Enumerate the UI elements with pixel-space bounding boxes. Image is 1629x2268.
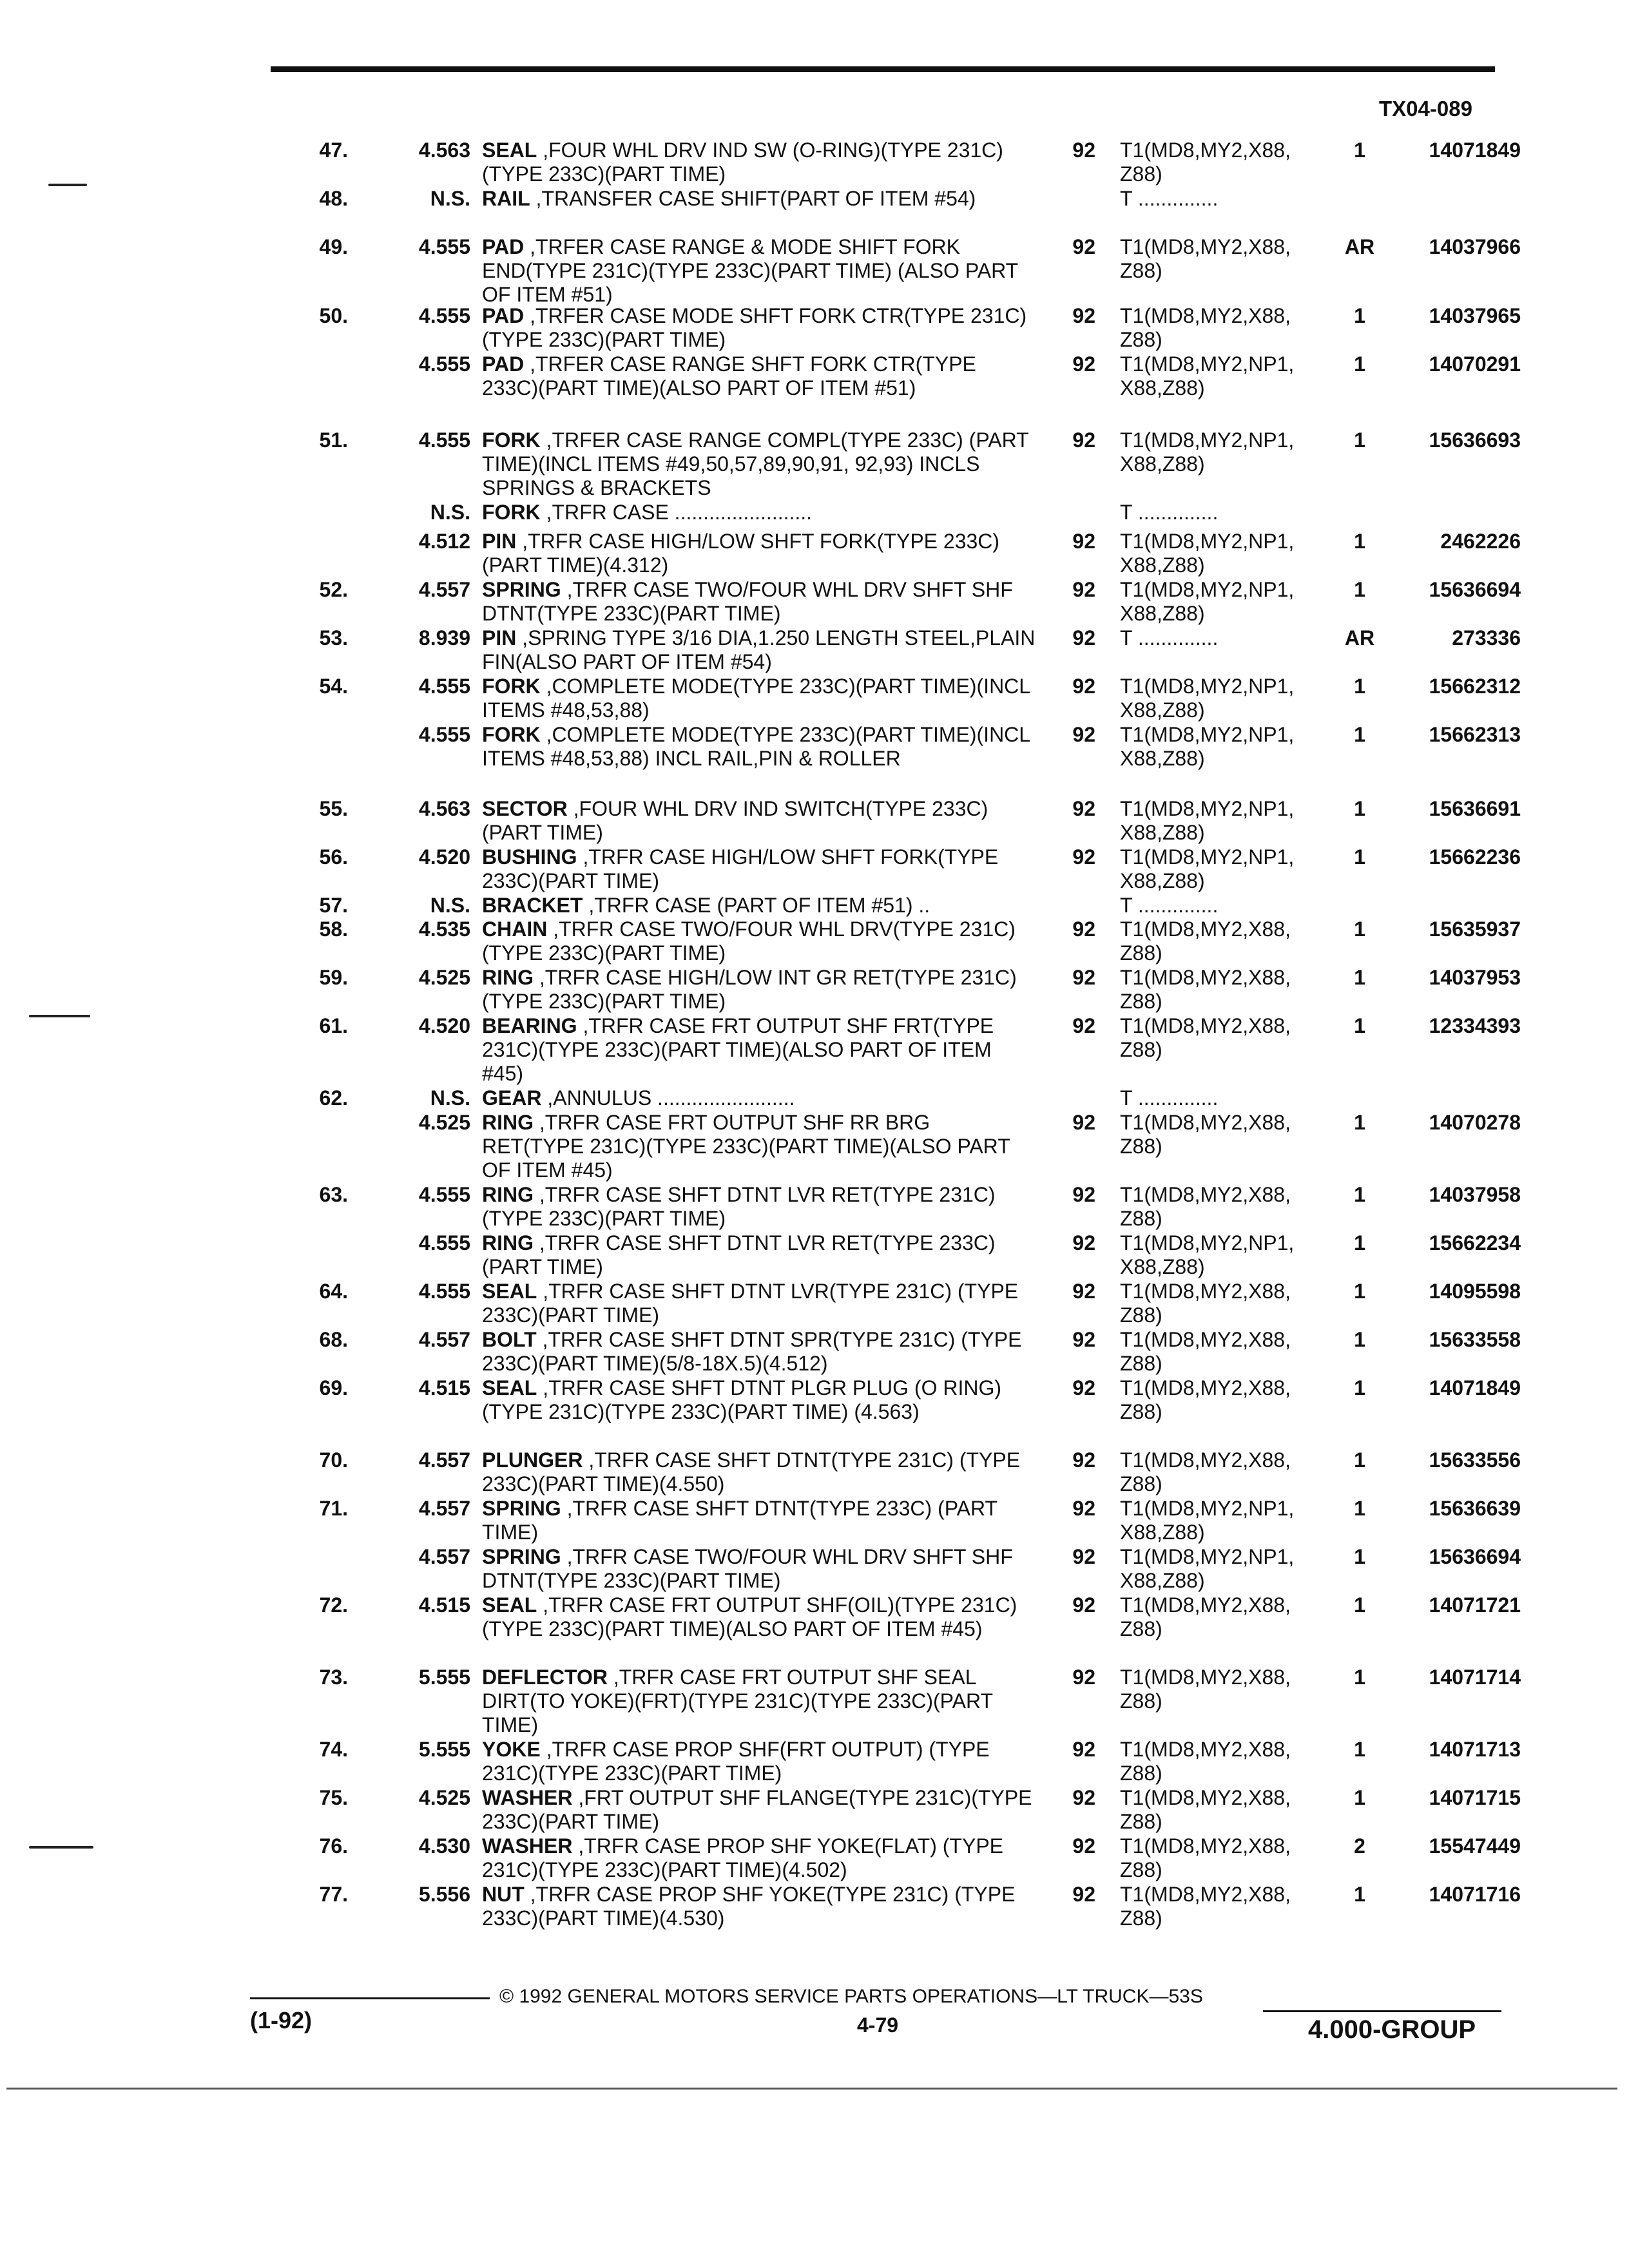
reference-number: 4.563 — [418, 797, 470, 820]
quantity: AR — [1344, 235, 1375, 258]
quantity: 1 — [1354, 304, 1365, 327]
part-description — [482, 1738, 1036, 1785]
quantity: 1 — [1354, 966, 1365, 989]
part-description — [482, 797, 1036, 845]
model-year: 92 — [1072, 1834, 1095, 1858]
part-description — [482, 352, 1036, 400]
part-description — [482, 1834, 1036, 1882]
page-code: TX04-089 — [1379, 97, 1472, 120]
reference-number: 4.525 — [418, 1111, 470, 1134]
part-number: 14070291 — [1429, 352, 1521, 376]
part-description — [482, 1183, 1036, 1231]
part-detail: ,TRFR CASE TWO/FOUR WHL DRV SHFT SHF DTNT(TYPE 233C)(PART TIME) — [482, 1545, 1013, 1592]
group-label: 4.000-GROUP — [1308, 2015, 1476, 2044]
model-year: 92 — [1072, 139, 1095, 162]
part-detail: ,TRFR CASE SHFT DTNT LVR(TYPE 231C) (TYPE 233C)(PART TIME) — [482, 1280, 1019, 1327]
quantity: 1 — [1354, 1328, 1365, 1351]
part-name: RING — [482, 1231, 534, 1254]
part-name: FORK — [482, 428, 541, 452]
item-number: 68. — [319, 1328, 348, 1351]
application-codes: T1(MD8,MY2,NP1, X88,Z88) — [1120, 675, 1295, 722]
quantity: 1 — [1354, 675, 1365, 698]
part-number: 15662312 — [1429, 675, 1521, 698]
quantity: 1 — [1354, 352, 1365, 376]
application-codes: T1(MD8,MY2,X88, Z88) — [1120, 918, 1291, 965]
part-number: 15633558 — [1429, 1328, 1521, 1351]
application-codes: T1(MD8,MY2,NP1, X88,Z88) — [1120, 797, 1295, 844]
part-description — [482, 723, 1036, 771]
application-codes: T1(MD8,MY2,X88, Z88) — [1120, 1738, 1291, 1785]
part-name: NUT — [482, 1883, 525, 1906]
punch-mark — [48, 184, 87, 186]
model-year: 92 — [1072, 1883, 1095, 1906]
part-detail: ,TRFR CASE FRT OUTPUT SHF SEAL DIRT(TO YOKE)(FRT)(TYPE 231C)(TYPE 233C)(PART TIME) — [482, 1666, 993, 1736]
quantity: 1 — [1354, 1666, 1365, 1689]
reference-number: N.S. — [430, 894, 470, 917]
reference-number: N.S. — [430, 1086, 470, 1110]
quantity: 1 — [1354, 797, 1365, 820]
part-number: 14071716 — [1429, 1883, 1521, 1906]
application-codes: T1(MD8,MY2,X88, Z88) — [1120, 1883, 1291, 1930]
part-detail: ,TRFR CASE PROP SHF YOKE(TYPE 231C) (TYPE 233C)(PART TIME)(4.530) — [482, 1883, 1016, 1930]
item-number: 62. — [319, 1086, 348, 1110]
part-name: GEAR — [482, 1086, 542, 1110]
part-detail: ,TRFR CASE SHFT DTNT(TYPE 233C) (PART TIME) — [482, 1497, 998, 1544]
application-codes: T1(MD8,MY2,X88, Z88) — [1120, 1376, 1291, 1423]
reference-number: 4.525 — [418, 1786, 470, 1809]
part-name: SPRING — [482, 1545, 561, 1568]
model-year: 92 — [1072, 626, 1095, 649]
part-detail: ,TRFER CASE RANGE & MODE SHIFT FORK END(TYPE 231C)(TYPE 233C)(PART TIME) (ALSO PART OF ITEM #51) — [482, 235, 1018, 306]
part-name: SEAL — [482, 1280, 537, 1303]
part-number: 15636694 — [1429, 1545, 1521, 1568]
application-codes: T1(MD8,MY2,NP1, X88,Z88) — [1120, 845, 1295, 892]
model-year: 92 — [1072, 723, 1095, 746]
quantity: 1 — [1354, 1183, 1365, 1206]
model-year: 92 — [1072, 530, 1095, 553]
punch-mark — [29, 1015, 90, 1017]
part-detail: ,TRFR CASE SHFT DTNT PLGR PLUG (O RING)(TYPE 231C)(TYPE 233C)(PART TIME) (4.563) — [482, 1376, 1001, 1423]
item-number: 77. — [319, 1883, 348, 1906]
part-description — [482, 1786, 1036, 1834]
part-number: 14037966 — [1429, 235, 1521, 258]
reference-number: 4.557 — [418, 1497, 470, 1520]
item-number: 56. — [319, 845, 348, 869]
item-number: 52. — [319, 578, 348, 601]
punch-mark — [29, 1846, 93, 1849]
application-codes: T1(MD8,MY2,X88, Z88) — [1120, 1328, 1291, 1375]
part-detail: ,TRFER CASE RANGE SHFT FORK CTR(TYPE 233C)(PART TIME)(ALSO PART OF ITEM #51) — [482, 352, 976, 399]
part-detail: ,TRFR CASE FRT OUTPUT SHF FRT(TYPE 231C)(TYPE 233C)(PART TIME)(ALSO PART OF ITEM #45) — [482, 1014, 994, 1085]
application-codes: T .............. — [1120, 1086, 1219, 1110]
item-number: 71. — [319, 1497, 348, 1520]
reference-number: 4.557 — [418, 1328, 470, 1351]
part-name: PIN — [482, 626, 517, 649]
reference-number: 8.939 — [418, 626, 470, 649]
part-name: WASHER — [482, 1834, 573, 1858]
part-detail: ,TRFR CASE SHFT DTNT LVR RET(TYPE 231C)(TYPE 233C)(PART TIME) — [482, 1183, 996, 1230]
quantity: 1 — [1354, 918, 1365, 941]
application-codes: T1(MD8,MY2,NP1, X88,Z88) — [1120, 1545, 1295, 1592]
part-description — [482, 501, 1036, 524]
part-number: 14070278 — [1429, 1111, 1521, 1134]
part-name: RING — [482, 1111, 534, 1134]
part-description — [482, 1545, 1036, 1593]
part-number: 15636691 — [1429, 797, 1521, 820]
part-description — [482, 1280, 1036, 1327]
model-year: 92 — [1072, 235, 1095, 258]
application-codes: T .............. — [1120, 187, 1219, 210]
quantity: 1 — [1354, 1448, 1365, 1472]
item-number: 76. — [319, 1834, 348, 1858]
model-year: 92 — [1072, 845, 1095, 869]
part-number: 2462226 — [1440, 530, 1521, 553]
part-description — [482, 845, 1036, 893]
part-detail: ,TRFR CASE PROP SHF(FRT OUTPUT) (TYPE 231C)(TYPE 233C)(PART TIME) — [482, 1738, 990, 1785]
application-codes: T1(MD8,MY2,NP1, X88,Z88) — [1120, 428, 1295, 476]
part-number: 14071714 — [1429, 1666, 1521, 1689]
reference-number: 5.555 — [418, 1738, 470, 1761]
model-year: 92 — [1072, 1280, 1095, 1303]
item-number: 64. — [319, 1280, 348, 1303]
part-number: 12334393 — [1429, 1014, 1521, 1037]
reference-number: 4.555 — [418, 1183, 470, 1206]
item-number: 48. — [319, 187, 348, 210]
part-detail: ,TRFR CASE TWO/FOUR WHL DRV SHFT SHF DTNT(TYPE 233C)(PART TIME) — [482, 578, 1013, 625]
part-detail: ,TRFR CASE ........................ — [540, 501, 813, 524]
reference-number: 4.555 — [418, 675, 470, 698]
part-number: 14037965 — [1429, 304, 1521, 327]
model-year: 92 — [1072, 304, 1095, 327]
part-name: SECTOR — [482, 797, 568, 820]
item-number: 57. — [319, 894, 348, 917]
part-description — [482, 1086, 1036, 1110]
part-detail: ,FOUR WHL DRV IND SW (O-RING)(TYPE 231C)(TYPE 233C)(PART TIME) — [482, 139, 1003, 186]
item-number: 58. — [319, 918, 348, 941]
item-number: 73. — [319, 1666, 348, 1689]
footer-rule-right — [1263, 2010, 1501, 2012]
item-number: 53. — [319, 626, 348, 649]
quantity: 1 — [1354, 1883, 1365, 1906]
reference-number: 4.555 — [418, 352, 470, 376]
model-year: 92 — [1072, 918, 1095, 941]
part-number: 273336 — [1452, 626, 1521, 649]
model-year: 92 — [1072, 1231, 1095, 1254]
reference-number: 5.556 — [418, 1883, 470, 1906]
part-description — [482, 1376, 1036, 1424]
part-description — [482, 1014, 1036, 1086]
model-year: 92 — [1072, 1111, 1095, 1134]
application-codes: T .............. — [1120, 626, 1219, 649]
model-year: 92 — [1072, 1738, 1095, 1761]
part-detail: ,TRFR CASE FRT OUTPUT SHF RR BRG RET(TYPE 231C)(TYPE 233C)(PART TIME)(ALSO PART OF ITEM #45) — [482, 1111, 1010, 1182]
model-year: 92 — [1072, 675, 1095, 698]
reference-number: 4.515 — [418, 1376, 470, 1399]
part-detail: ,ANNULUS ........................ — [541, 1086, 795, 1110]
model-year: 92 — [1072, 578, 1095, 601]
quantity: 1 — [1354, 1593, 1365, 1617]
part-number: 15547449 — [1429, 1834, 1521, 1858]
part-description — [482, 1231, 1036, 1279]
reference-number: 4.520 — [418, 845, 470, 869]
part-description — [482, 894, 1036, 918]
item-number: 61. — [319, 1014, 348, 1037]
reference-number: 4.555 — [418, 1231, 470, 1254]
part-detail: ,TRFR CASE SHFT DTNT(TYPE 231C) (TYPE 233C)(PART TIME)(4.550) — [482, 1448, 1021, 1495]
part-name: YOKE — [482, 1738, 541, 1761]
part-name: SEAL — [482, 139, 537, 162]
part-name: PAD — [482, 352, 525, 376]
model-year: 92 — [1072, 966, 1095, 989]
quantity: 1 — [1354, 1545, 1365, 1568]
part-number: 15635937 — [1429, 918, 1521, 941]
quantity: 1 — [1354, 428, 1365, 452]
part-number: 14037953 — [1429, 966, 1521, 989]
model-year: 92 — [1072, 352, 1095, 376]
part-description — [482, 1497, 1036, 1544]
part-detail: ,TRFR CASE PROP SHF YOKE(FLAT) (TYPE 231C)(TYPE 233C)(PART TIME)(4.502) — [482, 1834, 1003, 1881]
model-year: 92 — [1072, 1448, 1095, 1472]
item-number: 47. — [319, 139, 348, 162]
part-description — [482, 1883, 1036, 1930]
model-year: 92 — [1072, 1376, 1095, 1399]
part-number: 14071715 — [1429, 1786, 1521, 1809]
application-codes: T1(MD8,MY2,X88, Z88) — [1120, 304, 1291, 351]
part-name: BOLT — [482, 1328, 537, 1351]
application-codes: T1(MD8,MY2,NP1, X88,Z88) — [1120, 352, 1295, 399]
part-number: 14071721 — [1429, 1593, 1521, 1617]
part-name: PAD — [482, 304, 525, 327]
quantity: 2 — [1354, 1834, 1365, 1858]
part-number: 15636693 — [1429, 428, 1521, 452]
part-name: FORK — [482, 723, 541, 746]
part-description — [482, 139, 1036, 186]
part-name: FORK — [482, 501, 541, 524]
application-codes: T1(MD8,MY2,X88, Z88) — [1120, 1786, 1291, 1833]
part-number: 15662236 — [1429, 845, 1521, 869]
part-detail: ,FOUR WHL DRV IND SWITCH(TYPE 233C)(PART TIME) — [482, 797, 988, 844]
reference-number: 4.555 — [418, 428, 470, 452]
part-detail: ,TRFR CASE TWO/FOUR WHL DRV(TYPE 231C)(TYPE 233C)(PART TIME) — [482, 918, 1016, 965]
part-description — [482, 578, 1036, 626]
part-number: 14071849 — [1429, 139, 1521, 162]
revision-date: (1-92) — [250, 2007, 313, 2033]
footer-rule-left — [250, 1997, 490, 1999]
application-codes: T1(MD8,MY2,X88, Z88) — [1120, 1593, 1291, 1640]
part-description — [482, 187, 1036, 211]
application-codes: T1(MD8,MY2,NP1, X88,Z88) — [1120, 578, 1295, 625]
part-detail: ,TRFR CASE HIGH/LOW SHFT FORK(TYPE 233C)(PART TIME) — [482, 845, 999, 892]
reference-number: 4.525 — [418, 966, 470, 989]
reference-number: 4.557 — [418, 578, 470, 601]
part-detail: ,TRFR CASE SHFT DTNT SPR(TYPE 231C) (TYPE 233C)(PART TIME)(5/8-18X.5)(4.512) — [482, 1328, 1022, 1375]
part-detail: ,TRFR CASE HIGH/LOW SHFT FORK(TYPE 233C)(PART TIME)(4.312) — [482, 530, 1000, 577]
quantity: 1 — [1354, 578, 1365, 601]
part-name: RING — [482, 1183, 534, 1206]
part-name: CHAIN — [482, 918, 548, 941]
part-description — [482, 1666, 1036, 1737]
item-number: 49. — [319, 235, 348, 258]
item-number: 63. — [319, 1183, 348, 1206]
part-description — [482, 918, 1036, 965]
part-name: PAD — [482, 235, 525, 258]
part-description — [482, 304, 1036, 352]
part-detail: ,TRFER CASE MODE SHFT FORK CTR(TYPE 231C)(TYPE 233C)(PART TIME) — [482, 304, 1027, 351]
quantity: 1 — [1354, 139, 1365, 162]
application-codes: T1(MD8,MY2,X88, Z88) — [1120, 966, 1291, 1013]
part-detail: ,TRFER CASE RANGE COMPL(TYPE 233C) (PART TIME)(INCL ITEMS #49,50,57,89,90,91, 92,93) INCLS SPRINGS & BRACKETS — [482, 428, 1029, 499]
part-detail: ,TRANSFER CASE SHIFT(PART OF ITEM #54) — [530, 187, 976, 210]
application-codes: T1(MD8,MY2,NP1, X88,Z88) — [1120, 723, 1295, 770]
part-number: 15662234 — [1429, 1231, 1521, 1254]
model-year: 92 — [1072, 1183, 1095, 1206]
part-number: 15662313 — [1429, 723, 1521, 746]
part-description — [482, 675, 1036, 722]
part-description — [482, 530, 1036, 577]
item-number: 75. — [319, 1786, 348, 1809]
part-number: 14071849 — [1429, 1376, 1521, 1399]
reference-number: 4.555 — [418, 723, 470, 746]
reference-number: 4.535 — [418, 918, 470, 941]
reference-number: N.S. — [430, 187, 470, 210]
application-codes: T1(MD8,MY2,X88, Z88) — [1120, 1111, 1291, 1158]
model-year: 92 — [1072, 1786, 1095, 1809]
part-name: WASHER — [482, 1786, 573, 1809]
application-codes: T1(MD8,MY2,X88, Z88) — [1120, 1448, 1291, 1495]
part-name: BEARING — [482, 1014, 577, 1037]
part-description — [482, 966, 1036, 1014]
part-name: RING — [482, 966, 534, 989]
item-number: 50. — [319, 304, 348, 327]
reference-number: 4.555 — [418, 1280, 470, 1303]
part-detail: ,TRFR CASE HIGH/LOW INT GR RET(TYPE 231C)(TYPE 233C)(PART TIME) — [482, 966, 1017, 1013]
reference-number: 4.520 — [418, 1014, 470, 1037]
quantity: 1 — [1354, 845, 1365, 869]
part-name: BRACKET — [482, 894, 583, 917]
reference-number: 4.557 — [418, 1545, 470, 1568]
part-detail: ,SPRING TYPE 3/16 DIA,1.250 LENGTH STEEL,PLAIN FIN(ALSO PART OF ITEM #54) — [482, 626, 1036, 673]
reference-number: 4.530 — [418, 1834, 470, 1858]
application-codes: T1(MD8,MY2,X88, Z88) — [1120, 1014, 1291, 1061]
part-name: SEAL — [482, 1376, 537, 1399]
reference-number: 4.557 — [418, 1448, 470, 1472]
application-codes: T1(MD8,MY2,NP1, X88,Z88) — [1120, 530, 1295, 577]
part-name: PIN — [482, 530, 517, 553]
model-year: 92 — [1072, 1328, 1095, 1351]
reference-number: 4.555 — [418, 235, 470, 258]
part-name: PLUNGER — [482, 1448, 583, 1472]
part-detail: ,TRFR CASE FRT OUTPUT SHF(OIL)(TYPE 231C)(TYPE 233C)(PART TIME)(ALSO PART OF ITEM #45) — [482, 1593, 1017, 1640]
application-codes: T1(MD8,MY2,NP1, X88,Z88) — [1120, 1497, 1295, 1544]
quantity: 1 — [1354, 723, 1365, 746]
quantity: 1 — [1354, 1497, 1365, 1520]
item-number: 59. — [319, 966, 348, 989]
part-number: 14095598 — [1429, 1280, 1521, 1303]
part-description — [482, 1593, 1036, 1641]
part-detail: ,TRFR CASE (PART OF ITEM #51) .. — [583, 894, 930, 917]
part-description — [482, 1111, 1036, 1182]
part-name: FORK — [482, 675, 541, 698]
reference-number: 4.515 — [418, 1593, 470, 1617]
page-number: 4-79 — [857, 2013, 899, 2037]
quantity: 1 — [1354, 1786, 1365, 1809]
part-detail: ,TRFR CASE SHFT DTNT LVR RET(TYPE 233C)(PART TIME) — [482, 1231, 996, 1278]
quantity: 1 — [1354, 1231, 1365, 1254]
quantity: AR — [1344, 626, 1375, 649]
item-number: 74. — [319, 1738, 348, 1761]
item-number: 54. — [319, 675, 348, 698]
scan-edge-line — [6, 2088, 1617, 2090]
application-codes: T1(MD8,MY2,X88, Z88) — [1120, 235, 1291, 282]
part-number: 15636694 — [1429, 578, 1521, 601]
part-description — [482, 428, 1036, 500]
application-codes: T1(MD8,MY2,X88, Z88) — [1120, 1183, 1291, 1230]
quantity: 1 — [1354, 1376, 1365, 1399]
model-year: 92 — [1072, 428, 1095, 452]
reference-number: 4.512 — [418, 530, 470, 553]
part-name: DEFLECTOR — [482, 1666, 608, 1689]
reference-number: 4.555 — [418, 304, 470, 327]
item-number: 51. — [319, 428, 348, 452]
model-year: 92 — [1072, 1545, 1095, 1568]
part-name: BUSHING — [482, 845, 577, 869]
part-number: 15636639 — [1429, 1497, 1521, 1520]
part-description — [482, 1328, 1036, 1376]
application-codes: T1(MD8,MY2,X88, Z88) — [1120, 1834, 1291, 1881]
model-year: 92 — [1072, 1593, 1095, 1617]
part-name: RAIL — [482, 187, 530, 210]
application-codes: T .............. — [1120, 894, 1219, 917]
quantity: 1 — [1354, 1014, 1365, 1037]
item-number: 70. — [319, 1448, 348, 1472]
part-description — [482, 626, 1036, 674]
quantity: 1 — [1354, 1738, 1365, 1761]
item-number: 55. — [319, 797, 348, 820]
part-number: 15633556 — [1429, 1448, 1521, 1472]
application-codes: T1(MD8,MY2,X88, Z88) — [1120, 139, 1291, 186]
application-codes: T .............. — [1120, 501, 1219, 524]
item-number: 69. — [319, 1376, 348, 1399]
model-year: 92 — [1072, 1666, 1095, 1689]
part-description — [482, 1448, 1036, 1496]
model-year: 92 — [1072, 1497, 1095, 1520]
part-number: 14037958 — [1429, 1183, 1521, 1206]
application-codes: T1(MD8,MY2,X88, Z88) — [1120, 1280, 1291, 1327]
part-name: SPRING — [482, 578, 561, 601]
model-year: 92 — [1072, 797, 1095, 820]
model-year: 92 — [1072, 1014, 1095, 1037]
part-number: 14071713 — [1429, 1738, 1521, 1761]
item-number: 72. — [319, 1593, 348, 1617]
quantity: 1 — [1354, 530, 1365, 553]
application-codes: T1(MD8,MY2,X88, Z88) — [1120, 1666, 1291, 1713]
application-codes: T1(MD8,MY2,NP1, X88,Z88) — [1120, 1231, 1295, 1278]
reference-number: 4.563 — [418, 139, 470, 162]
part-description — [482, 235, 1036, 307]
quantity: 1 — [1354, 1280, 1365, 1303]
reference-number: 5.555 — [418, 1666, 470, 1689]
part-name: SPRING — [482, 1497, 561, 1520]
copyright-line: © 1992 GENERAL MOTORS SERVICE PARTS OPERATIONS—LT TRUCK—53S — [499, 1986, 1203, 2007]
part-detail: ,COMPLETE MODE(TYPE 233C)(PART TIME)(INCL ITEMS #48,53,88) INCL RAIL,PIN & ROLLER — [482, 723, 1030, 770]
part-detail: ,COMPLETE MODE(TYPE 233C)(PART TIME)(INCL ITEMS #48,53,88) — [482, 675, 1030, 722]
reference-number: N.S. — [430, 501, 470, 524]
quantity: 1 — [1354, 1111, 1365, 1134]
part-detail: ,FRT OUTPUT SHF FLANGE(TYPE 231C)(TYPE 233C)(PART TIME) — [482, 1786, 1032, 1833]
part-name: SEAL — [482, 1593, 537, 1617]
